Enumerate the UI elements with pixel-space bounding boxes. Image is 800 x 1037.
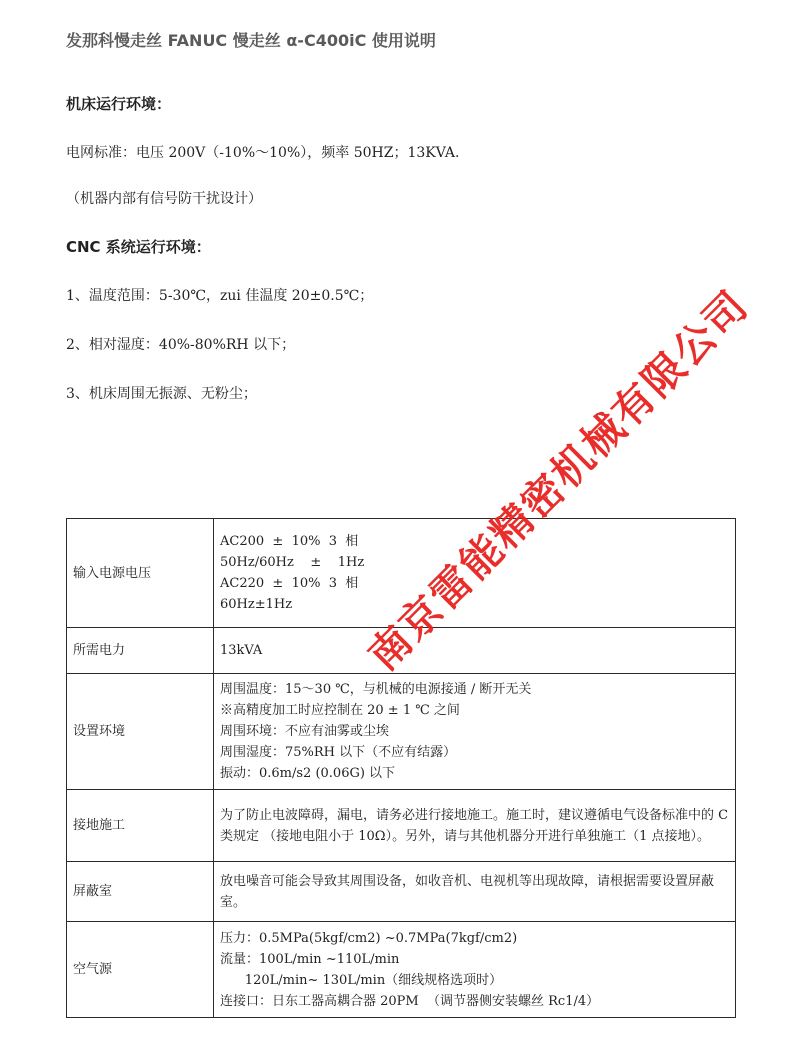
value-line: 13kVA: [220, 643, 263, 658]
row-label: 输入电源电压: [67, 519, 214, 628]
row-label: 屏蔽室: [67, 862, 214, 922]
cnc-env-item-vibration: 3、机床周围无振源、无粉尘；: [66, 386, 257, 402]
value-line: 振动：0.6m/s2 (0.06G) 以下: [220, 766, 396, 781]
value-line: AC200 ± 10% 3 相: [220, 534, 359, 549]
value-line: 周围环境：不应有油雾或尘埃: [220, 724, 390, 739]
grid-standard-text: 电网标准：电压 200V（-10%～10%），频率 50HZ；13KVA.: [66, 145, 460, 161]
page-header: 发那科慢走丝 FANUC 慢走丝 α-C400iC 使用说明: [66, 31, 436, 50]
value-paragraph: 为了防止电波障碍，漏电，请务必进行接地施工。施工时，建议遵循电气设备标准中的 C 类规定 （接地电阻小于 10Ω）。另外，请与其他机器分开进行单独施工（1 点接地）。: [220, 807, 729, 844]
value-paragraph: 放电噪音可能会导致其周围设备，如收音机、电视机等出现故障，请根据需要设置屏蔽室。: [220, 873, 715, 910]
row-value: [214, 862, 736, 922]
row-value: [214, 922, 736, 1018]
row-value: [214, 674, 736, 790]
value-line: ※高精度加工时应控制在 20 ± 1 ℃ 之间: [220, 703, 460, 718]
table-row-air-source: [67, 922, 736, 1018]
table-row-install-env: [67, 674, 736, 790]
value-line: 流量：100L/min ~110L/min: [220, 951, 400, 967]
table-row-grounding: [67, 790, 736, 862]
anti-interference-note: （机器内部有信号防干扰设计）: [66, 191, 262, 207]
cnc-env-heading: CNC 系统运行环境：: [66, 238, 211, 256]
value-line: 压力：0.5MPa(5kgf/cm2) ~0.7MPa(7kgf/cm2): [220, 930, 518, 946]
cnc-env-item-humidity: 2、相对湿度：40%-80%RH 以下；: [66, 337, 296, 353]
value-line: 60Hz±1Hz: [220, 597, 293, 612]
row-value: [214, 628, 736, 674]
value-line: 连接口：日东工器高耦合器 20PM （调节器侧安装螺丝 Rc1/4）: [220, 993, 600, 1009]
machine-env-heading: 机床运行环境：: [66, 95, 172, 113]
value-line: 周围温度：15～30 ℃，与机械的电源接通 / 断开无关: [220, 682, 532, 697]
cnc-env-item-temperature: 1、温度范围：5-30℃，zui 佳温度 20±0.5℃；: [66, 288, 374, 304]
value-line: AC220 ± 10% 3 相: [220, 576, 359, 591]
value-line: 周围湿度：75%RH 以下（不应有结露）: [220, 745, 457, 760]
company-watermark: 南京雷能精密机械有限公司: [359, 281, 758, 680]
row-label: 所需电力: [67, 628, 214, 674]
table-row-shield-room: [67, 862, 736, 922]
value-line: 120L/min~ 130L/min（细线规格选项时）: [220, 972, 503, 988]
row-label: 接地施工: [67, 790, 214, 862]
row-label: 空气源: [67, 922, 214, 1018]
value-line: 50Hz/60Hz ± 1Hz: [220, 555, 365, 570]
row-label: 设置环境: [67, 674, 214, 790]
row-value: [214, 790, 736, 862]
